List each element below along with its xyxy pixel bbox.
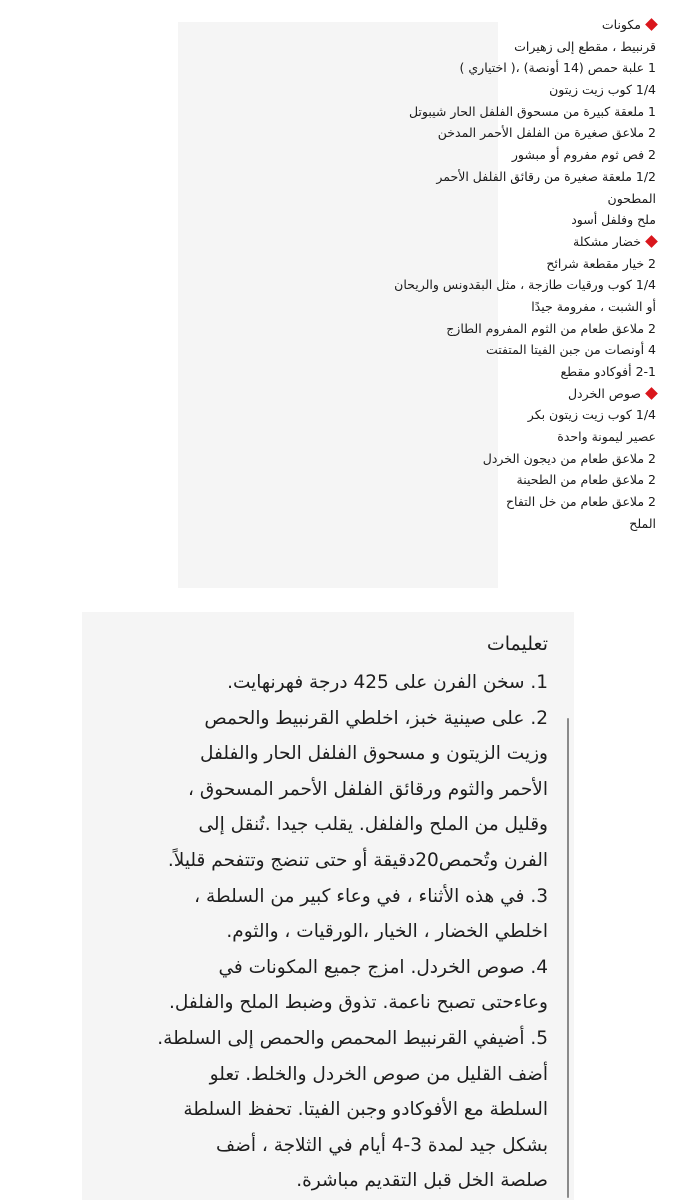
instruction-line: اخلطي الخضار ، الخيار ،الورقيات ، والثوم. [226,921,548,943]
ingredient-item [366,404,656,426]
section-heading [366,383,656,405]
ingredient-text: 1/4 كوب ورقيات طازجة ، مثل البقدونس والريحان [394,277,656,293]
ingredient-item [366,101,656,123]
instruction-line: 4. صوص الخردل. امزج جميع المكونات في [218,956,548,978]
ingredient-text: 1/2 ملعقة صغيرة من رقائق الفلفل الأحمر [436,168,656,184]
instruction-line: أضف القليل من صوص الخردل والخلط. تعلو [209,1063,548,1085]
instruction-line: السلطة مع الأفوكادو وجبن الفيتا. تحفظ السلطة [183,1099,548,1121]
ingredient-text: 2 فص ثوم مفروم أو مبشور [511,147,656,163]
instruction-line: 3. في هذه الأثناء ، في وعاء كبير من السلطة ، [194,885,548,907]
ingredient-text: قرنبيط ، مقطع إلى زهيرات [514,38,656,54]
section-heading-text: خضار مشكلة [573,233,641,249]
instruction-line: 2. على صينية خبز، اخلطي القرنبيط والحمص [204,707,548,729]
ingredient-item [366,318,656,340]
ingredient-item [366,122,656,144]
ingredient-item [366,274,656,296]
section-heading [366,231,656,253]
ingredient-text: 4 أونصات من جبن الفيتا المتفتت [485,342,656,358]
instruction-line: 5. أضيفي القرنبيط المحمص والحمص إلى السلطة. [157,1027,548,1049]
ingredient-item [366,513,656,535]
ingredient-item [366,209,656,231]
section-heading [366,14,656,36]
ingredient-text: 1 علبة حمص (14 أونصة) ،( اختياري ) [459,60,656,76]
red-diamond-icon [645,18,658,31]
ingredient-text: عصير ليمونة واحدة [557,429,656,445]
instruction-line: وعاءحتى تصبح ناعمة. تذوق وضبط الملح والفلفل. [169,992,548,1014]
instruction-line: بشكل جيد لمدة 3-4 أيام في الثلاجة ، أضف [215,1134,548,1156]
ingredient-text: 2 ملاعق صغيرة من الفلفل الأحمر المدخن [437,125,656,141]
ingredient-item [366,491,656,513]
ingredient-text: 2-1 أفوكادو مقطع [560,364,656,379]
ingredient-item [366,253,656,275]
ingredient-item [366,144,656,166]
ingredient-item [366,361,656,383]
ingredient-text: 1/4 كوب زيت زيتون [549,82,656,98]
ingredient-item [366,79,656,101]
ingredient-item [366,448,656,470]
ingredient-item [366,296,656,318]
ingredient-item [366,339,656,361]
instructions-title: تعليمات [486,633,548,655]
ingredient-text: 2 ملاعق طعام من ديجون الخردل [482,450,656,466]
ingredient-text: أو الشبت ، مفرومة جيدًا [531,298,656,314]
ingredient-text: 2 ملاعق طعام من الطحينة [516,472,656,488]
scrollbar[interactable] [567,718,569,1198]
section-heading-text: صوص الخردل [567,385,641,401]
instruction-line: 1. سخن الفرن على 425 درجة فهرنهايت. [227,672,548,693]
ingredient-text: 2 ملاعق طعام من خل التفاح [505,494,656,510]
instructions-list [82,665,548,1199]
section-heading-text: مكونات [601,17,641,32]
instruction-line: صلصة الخل قبل التقديم مباشرة. [296,1170,548,1192]
ingredient-item [366,188,656,210]
instruction-line: وقليل من الملح والفلفل. يقلب جيدا .تُنقل إلى [198,814,548,836]
ingredient-item [366,166,656,188]
instruction-line: الفرن وتُحمص20دقيقة أو حتى تنضج وتتفحم قليلاً. [167,849,548,871]
red-diamond-icon [645,387,658,400]
ingredient-text: المطحون [607,190,656,206]
ingredient-item [366,426,656,448]
ingredient-text: ملح وفلفل أسود [571,212,656,228]
ingredient-text: الملح [629,515,656,531]
ingredient-text: 2 خيار مقطعة شرائح [546,255,656,271]
ingredient-text: 1/4 كوب زيت زيتون بكر [527,407,656,423]
instruction-line: الأحمر والثوم ورقائق الفلفل الأحمر المسحوق ، [187,778,548,800]
ingredient-item [366,57,656,79]
ingredient-item [366,469,656,491]
ingredient-text: 1 ملعقة كبيرة من مسحوق الفلفل الحار شيبوتل [408,103,656,119]
ingredients-list [366,14,656,535]
ingredient-text: 2 ملاعق طعام من الثوم المفروم الطازج [446,320,656,336]
red-diamond-icon [645,235,658,248]
instruction-line: وزيت الزيتون و مسحوق الفلفل الحار والفلفل [199,743,548,765]
ingredient-item [366,36,656,58]
